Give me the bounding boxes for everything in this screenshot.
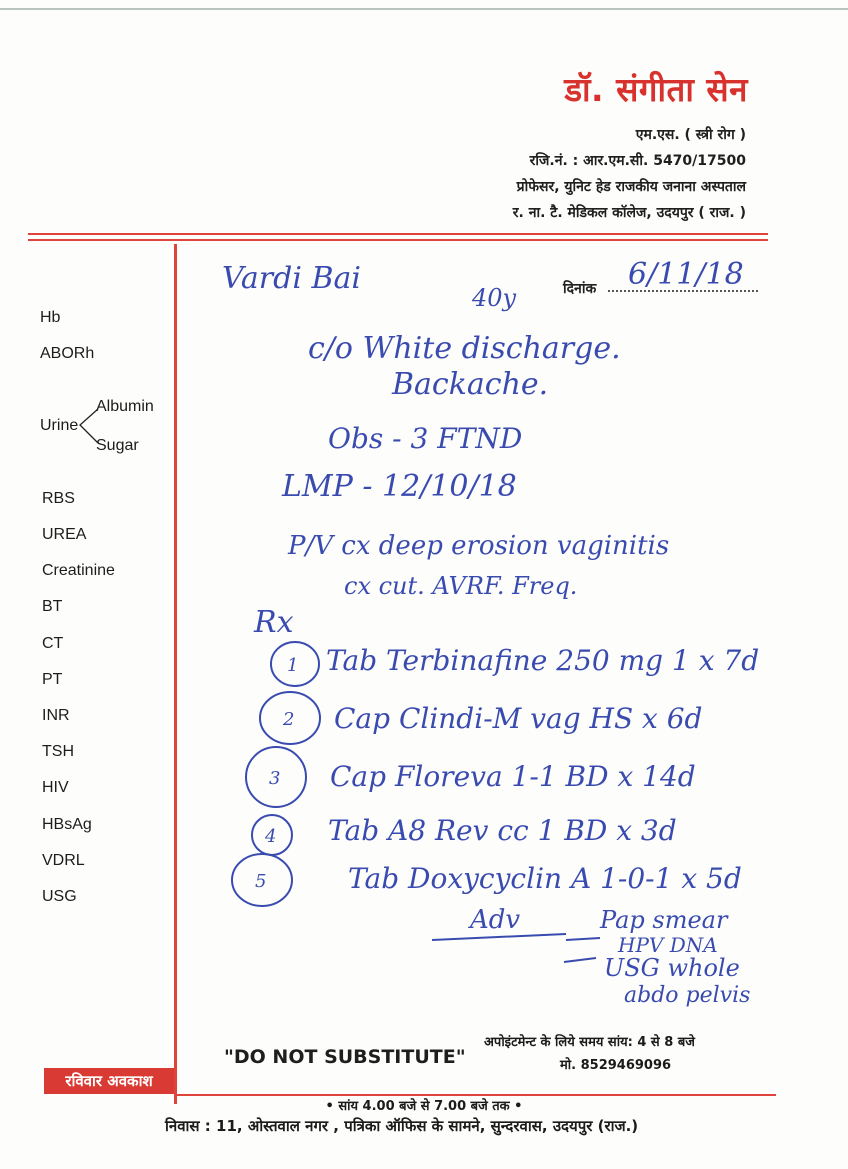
med-number-5: 5 [255, 871, 267, 892]
test-creatinine: Creatinine [42, 562, 115, 579]
test-tsh: TSH [42, 743, 74, 760]
test-urea: UREA [42, 526, 87, 543]
test-pt: PT [42, 671, 63, 688]
hw-patient-name: Vardi Bai [222, 261, 361, 296]
test-urine-sugar: Sugar [96, 437, 139, 454]
qualification: एम.एस. ( स्त्री रोग ) [635, 127, 746, 143]
test-ct: CT [42, 635, 64, 652]
test-bt: BT [42, 598, 63, 615]
med-number-4: 4 [265, 826, 277, 847]
hw-pv-exam-2: cx cut. AVRF. Freq. [344, 572, 578, 600]
hw-rx: Rx [254, 605, 294, 640]
hw-complaint-1: c/o White discharge. [308, 331, 621, 366]
phone-number: मो. 8529469096 [560, 1058, 672, 1073]
designation: प्रोफेसर, युनिट हेड राजकीय जनाना अस्पताल [516, 179, 746, 195]
hw-age: 40y [472, 284, 517, 312]
date-label: दिनांक [563, 281, 597, 297]
test-aborh: ABORh [40, 345, 95, 362]
appointment-timing: अपोइंटमेन्ट के लिये समय सांय: 4 से 8 बजे [484, 1035, 695, 1050]
med-number-3: 3 [269, 768, 281, 789]
test-rbs: RBS [42, 490, 75, 507]
evening-hours: • सांय 4.00 बजे से 7.00 बजे तक • [325, 1099, 523, 1114]
test-urine: Urine [40, 417, 79, 434]
med-number-1: 1 [287, 655, 299, 676]
hw-advice-2: HPV DNA [618, 933, 718, 957]
advice-dashes [564, 938, 600, 962]
test-hiv: HIV [42, 779, 69, 796]
hw-med-1: Tab Terbinafine 250 mg 1 x 7d [326, 644, 760, 677]
hw-advice-1: Pap smear [600, 906, 728, 934]
hw-complaint-2: Backache. [392, 367, 549, 402]
hw-med-5: Tab Doxycyclin A 1-0-1 x 5d [348, 862, 742, 895]
hw-advice-4: abdo pelvis [624, 983, 751, 1008]
hw-date: 6/11/18 [628, 257, 744, 292]
college-address: र. ना. टै. मेडिकल कॉलेज, उदयपुर ( राज. ) [512, 205, 746, 221]
test-inr: INR [42, 707, 70, 724]
doctor-name: डॉ. संगीता सेन [564, 70, 748, 109]
hw-advice-label: Adv [470, 905, 521, 935]
hw-obstetric-history: Obs - 3 FTND [328, 422, 523, 455]
do-not-substitute-note: "DO NOT SUBSTITUTE" [224, 1046, 466, 1068]
test-hbsag: HBsAg [42, 816, 92, 833]
hw-med-4: Tab A8 Rev cc 1 BD x 3d [328, 814, 677, 847]
test-usg: USG [42, 888, 77, 905]
test-urine-albumin: Albumin [96, 398, 154, 415]
residence-address: निवास : 11, ओस्तवाल नगर , पत्रिका ऑफिस के सामने, सुन्दरवास, उदयपुर (राज.) [165, 1117, 639, 1135]
registration-number: रजि.नं. : आर.एम.सी. 5470/17500 [529, 153, 746, 169]
sunday-closed-badge: रविवार अवकाश [44, 1068, 174, 1094]
test-hb: Hb [40, 309, 61, 326]
hw-med-2: Cap Clindi-M vag HS x 6d [334, 702, 703, 735]
hw-advice-3: USG whole [604, 954, 740, 982]
hw-pv-exam: P/V cx deep erosion vaginitis [288, 531, 670, 561]
hw-med-3: Cap Floreva 1-1 BD x 14d [330, 760, 696, 793]
hw-lmp: LMP - 12/10/18 [282, 469, 517, 504]
med-number-2: 2 [283, 709, 295, 730]
test-vdrl: VDRL [42, 852, 85, 869]
